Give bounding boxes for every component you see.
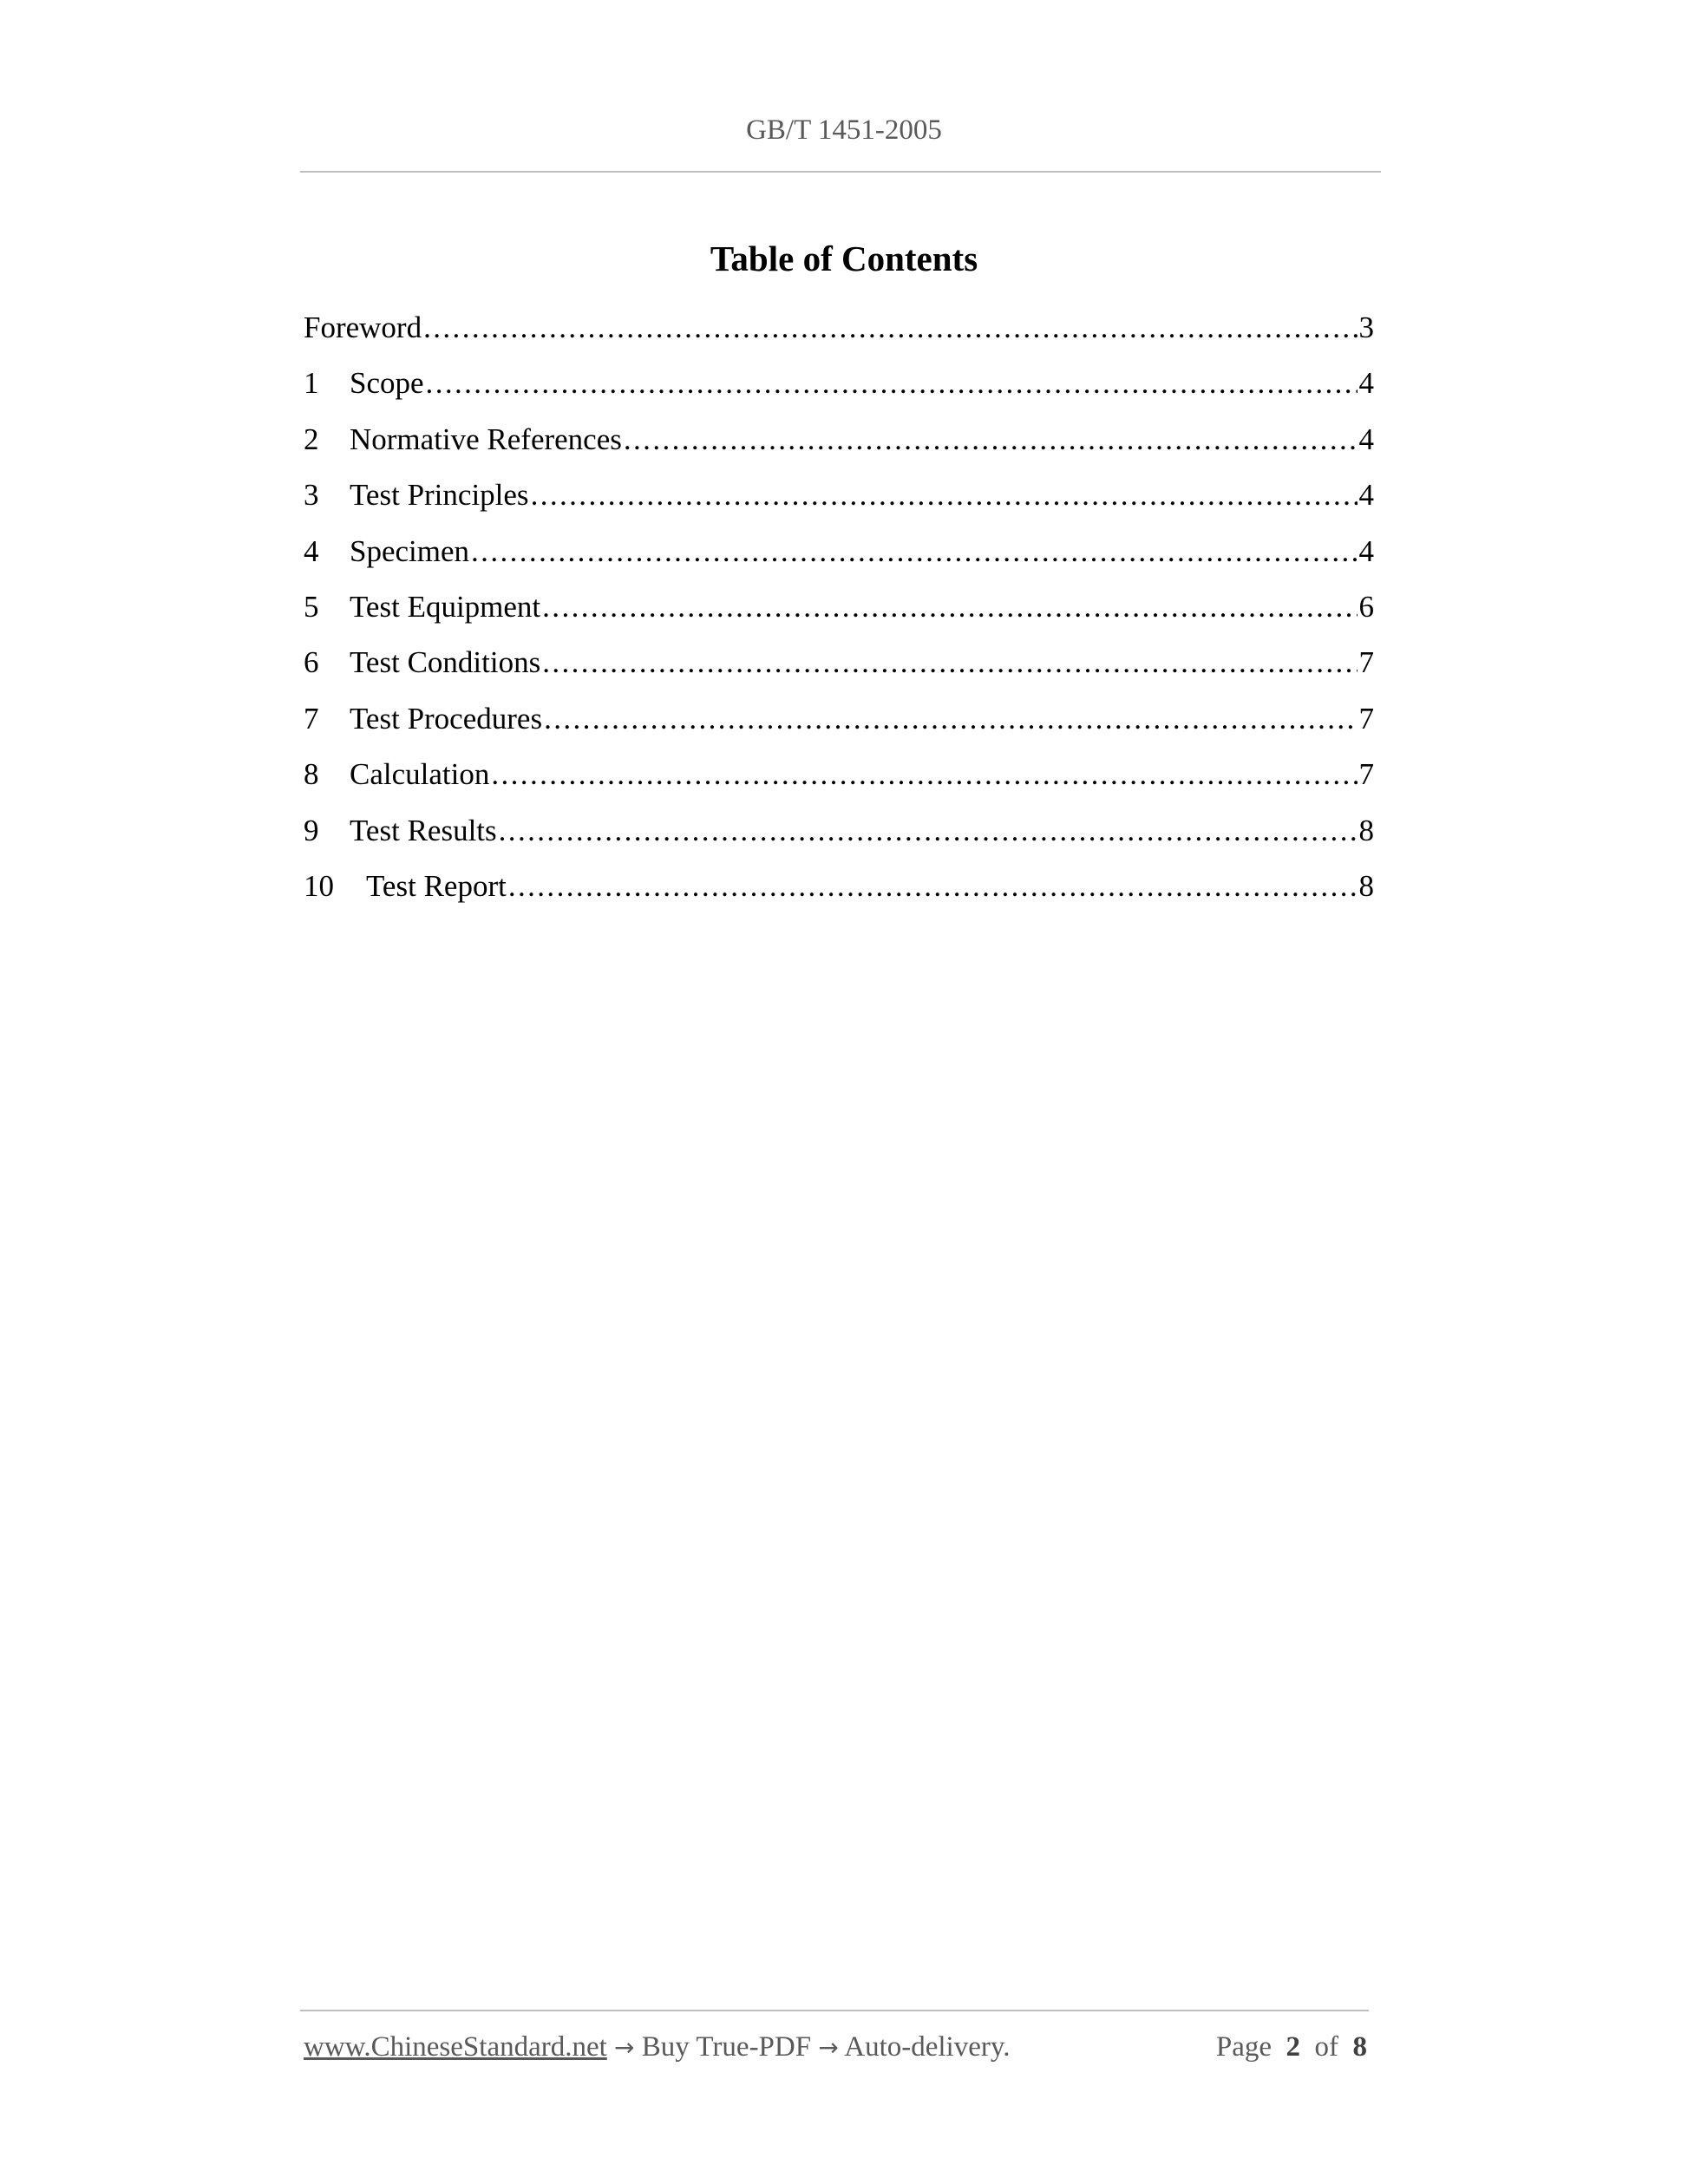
toc-entry-test-procedures[interactable] [304,702,1374,757]
dot-leader [542,590,1357,624]
dot-leader [426,366,1358,401]
toc-entry-test-equipment[interactable] [304,590,1374,645]
dot-leader [471,534,1357,569]
toc-entry-title: Specimen [350,533,470,568]
dot-leader [531,478,1358,513]
toc-entry-title: Scope [350,366,424,401]
dot-leader [624,422,1358,457]
footer-step-buy: Buy True-PDF [641,2031,812,2063]
toc-entry-number: 6 [304,645,319,680]
toc-entry-specimen[interactable] [304,534,1374,590]
toc-entry-title: Calculation [350,757,490,792]
toc-entry-test-results[interactable] [304,814,1374,869]
document-id-header: GB/T 1451-2005 [746,114,942,146]
toc-entry-test-conditions[interactable] [304,645,1374,701]
toc-entry-number: 1 [304,366,319,401]
toc-entry-number: 8 [304,757,319,792]
toc-entry-title: Test Conditions [350,645,541,680]
page-label: Page [1215,2031,1272,2063]
toc-entry-calculation[interactable] [304,757,1374,813]
toc-entry-normative-references[interactable] [304,422,1374,478]
toc-entry-number: 2 [304,422,319,456]
toc-entry-page: 8 [1358,868,1374,903]
page-total: 8 [1352,2031,1367,2063]
footer-divider [300,2010,1369,2011]
toc-entry-title: Test Principles [350,478,529,513]
toc-entry-foreword[interactable] [304,311,1374,366]
toc-entry-number: 7 [304,701,319,736]
table-of-contents [304,311,1374,925]
toc-entry-scope[interactable] [304,366,1374,422]
toc-entry-page: 8 [1358,813,1374,847]
toc-entry-page: 4 [1358,366,1374,401]
dot-leader [499,814,1358,848]
toc-entry-page: 7 [1358,645,1374,680]
page-footer [304,2031,1367,2063]
dot-leader [491,757,1357,792]
dot-leader [544,702,1357,736]
footer-promo [304,2031,1010,2063]
toc-entry-page: 4 [1358,478,1374,513]
footer-step-delivery: Auto-delivery. [844,2031,1011,2063]
header-divider [300,171,1381,173]
toc-entry-page: 4 [1358,422,1374,456]
toc-entry-number: 10 [304,868,334,903]
toc-heading: Table of Contents [710,239,978,278]
dot-leader [542,645,1357,680]
toc-entry-title: Test Report [366,868,507,903]
toc-entry-page: 6 [1358,589,1374,624]
dot-leader [423,311,1357,345]
page-indicator [1216,2031,1367,2063]
toc-entry-page: 7 [1358,701,1374,736]
toc-entry-test-report[interactable] [304,869,1374,925]
arrow-right-icon: → [818,2033,839,2062]
toc-entry-title: Test Results [350,813,497,847]
toc-entry-number: 4 [304,533,319,568]
dot-leader [508,869,1358,904]
toc-entry-number: 5 [304,589,319,624]
toc-entry-title: Foreword [304,311,422,344]
toc-entry-number: 9 [304,813,319,847]
arrow-right-icon: → [614,2033,635,2062]
toc-entry-title: Test Procedures [350,701,543,736]
page-of-label: of [1314,2031,1338,2063]
toc-entry-page: 7 [1358,757,1374,792]
toc-entry-page: 4 [1358,533,1374,568]
website-link[interactable]: www.ChineseStandard.net [304,2031,607,2063]
toc-entry-number: 3 [304,478,319,513]
page-current: 2 [1286,2031,1300,2063]
toc-entry-test-principles[interactable] [304,478,1374,533]
toc-entry-page: 3 [1358,311,1374,344]
toc-entry-title: Normative References [350,422,622,456]
toc-entry-title: Test Equipment [350,589,541,624]
